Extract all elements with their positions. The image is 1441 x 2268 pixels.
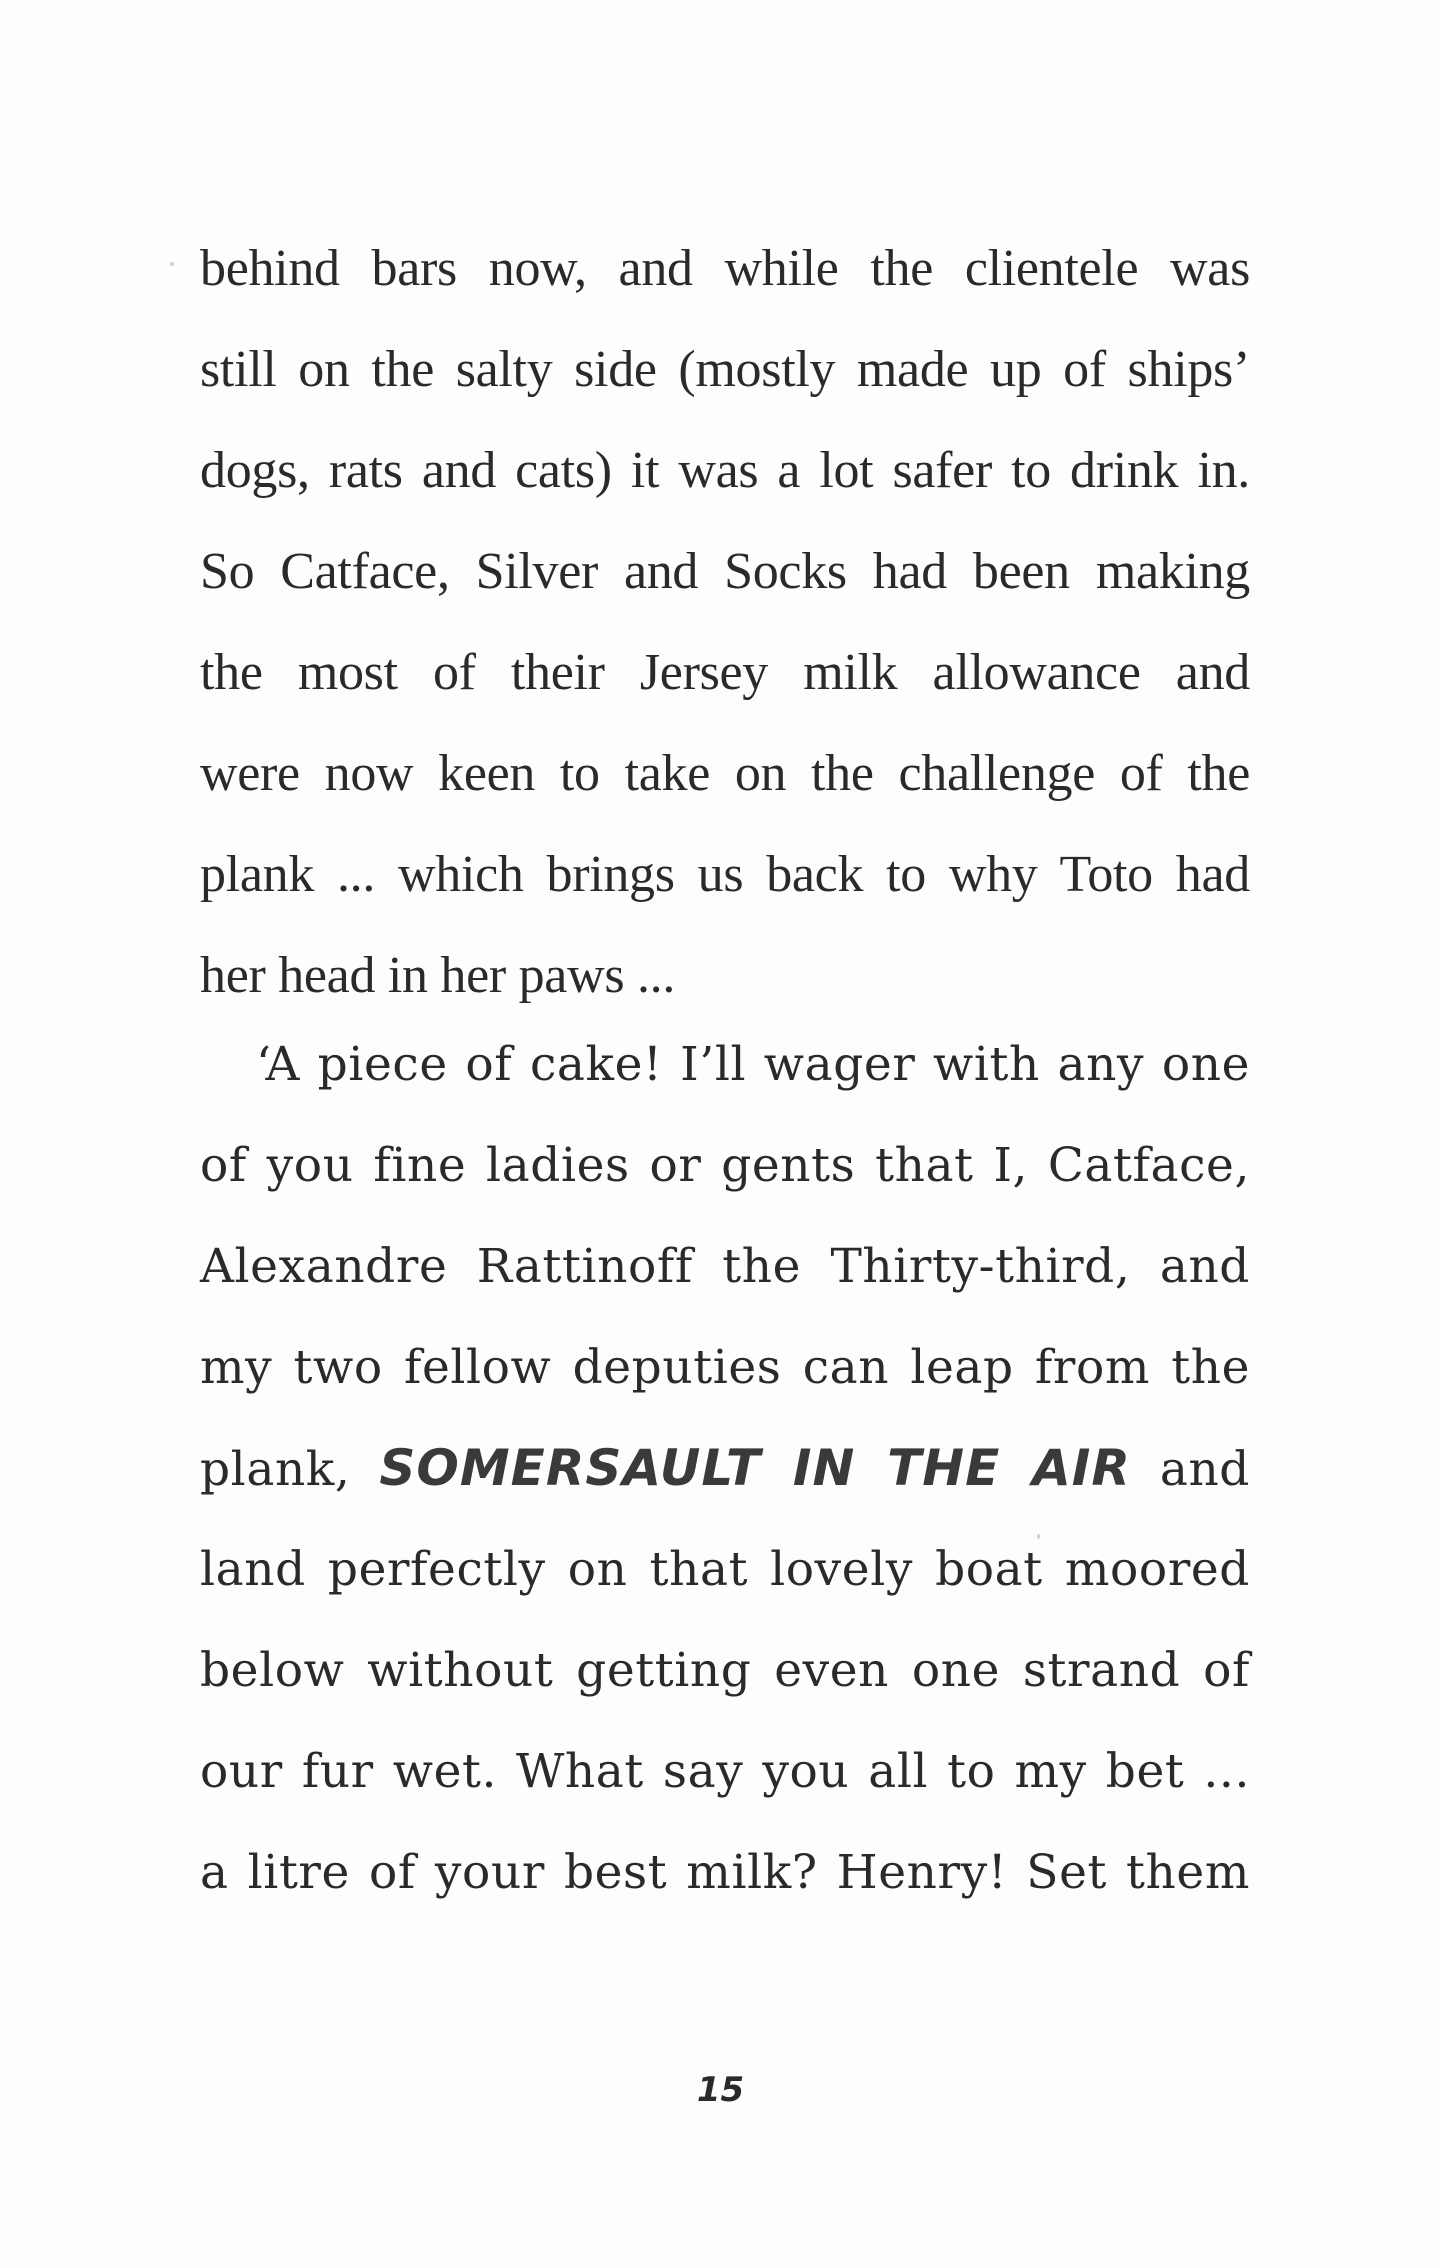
text-line: behind bars now, and while the clientele was [200,240,1250,297]
paragraph-1 [200,218,1250,1026]
emphasized-phrase: SOMERSAULT IN THE AIR [379,1439,1131,1497]
text-line: below without getting even one strand of [200,1643,1250,1698]
text-line [200,1014,1250,1115]
text-line-with-emphasis [200,1418,1250,1519]
text-line: the most of their Jersey milk allowance and [200,644,1250,701]
text-line: dogs, rats and cats) it was a lot safer to drink in. [200,442,1250,499]
paragraph-2 [200,1014,1250,1923]
text-before-emphasis: plank, [200,1442,380,1497]
page-number: 15 [696,2070,745,2110]
text-line: her head in her paws ... [200,947,676,1004]
text-line: still on the salty side (mostly made up of ships’ [200,341,1250,398]
text-line: a litre of your best milk? Henry! Set them [200,1845,1250,1900]
text-line: So Catface, Silver and Socks had been making [200,543,1250,600]
text-line: land perfectly on that lovely boat moored [200,1542,1250,1597]
text-line: plank ... which brings us back to why Toto had [200,846,1250,903]
scan-speck [170,262,174,266]
text-line: were now keen to take on the challenge of the [200,745,1250,802]
text-after-emphasis: and [1130,1442,1250,1497]
text-line: my two fellow deputies can leap from the [200,1340,1250,1395]
text-line: of you fine ladies or gents that I, Catface, [200,1138,1250,1193]
text-line-content: ‘A piece of cake! I’ll wager with any one [256,1037,1250,1092]
text-line: Alexandre Rattinoff the Thirty-third, and [200,1239,1250,1294]
text-line: our fur wet. What say you all to my bet ... [200,1744,1250,1799]
